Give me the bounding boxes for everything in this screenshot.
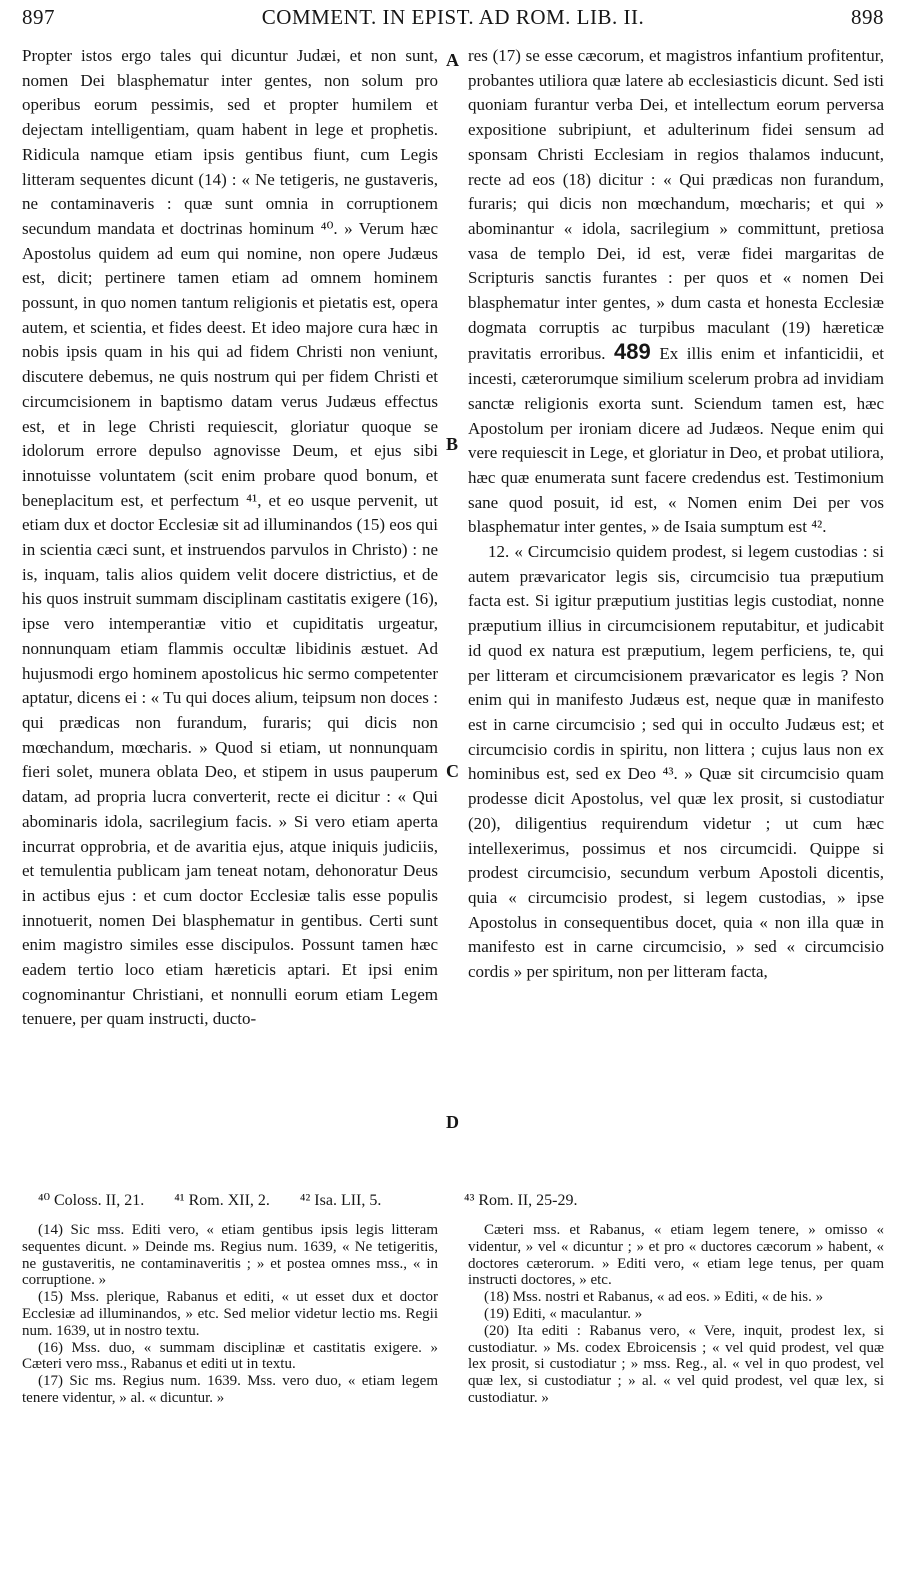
footnotes-right-column xyxy=(468,1222,884,1567)
right-column-text-a: res (17) se esse cæcorum, et magistros infantium profitentur, probantes utiliora quæ latere ab ecclesiasticis dicunt. Sed isti quoniam furantur verba Dei, et intellectum eorum perversa expositione subripiunt, et adulterinum fidei sensum ad sponsam Christi Ecclesiam in regios thalamos inducunt, recte ad eos (18) dicitur : « Qui prædicas non furandum, furaris; qui dicis non mœchandum, mœcharis; et qui » abominantur « idola, sacrilegium » committunt, pretiosa vasa de templo Dei, id est, veræ fidei margaritas de Scripturis sanctis furantes : per quos et « nomen Dei blasphematur inter gentes, » dum casta et honesta Ecclesiæ dogmata corruptis ac turpibus maculant (19) hæreticæ pravitatis erroribus. xyxy=(468,46,884,364)
scripture-references-right xyxy=(464,1187,577,1214)
main-text-right-column xyxy=(468,44,884,1180)
margin-letter-b: B xyxy=(446,434,459,454)
running-title: COMMENT. IN EPIST. AD ROM. LIB. II. xyxy=(261,5,645,29)
column-number-marker: 489 xyxy=(614,339,651,365)
margin-letter-d: D xyxy=(446,1112,459,1132)
footnote-17: (17) Sic ms. Regius num. 1639. Mss. vero duo, « etiam legem tenere videntur, » al. « dicuntur. » xyxy=(22,1373,438,1406)
footnote-17-continued: Cæteri mss. et Rabanus, « etiam legem tenere, » omisso « videntur, » vel « dicuntur ; » et pro « ductores cæcorum » habent, « doctores cæterorum. » Editi vero, « etiam lege tenus, per quam instructi doctores, » etc. xyxy=(468,1222,884,1289)
page-number-left: 897 xyxy=(22,5,55,29)
scripture-ref-41: ⁴¹ Rom. XII, 2. xyxy=(174,1192,270,1209)
scripture-references-left xyxy=(38,1187,407,1214)
right-column-paragraph-2: 12. « Circumcisio quidem prodest, si legem custodias : si autem prævaricator legis sis, circumcisio tua præputium facta est. Si igitur præputium justitias legis custodiat, nonne præputium illius in circumcisionem reputabitur, et judicabit id quod ex natura est præputium, legem perficiens, te, qui per litteram et circumcisionem prævaricator es legis ? Non enim qui in manifesto Judæus est, neque quæ in manifesto est in carne circumcisio ; sed qui in occulto Judæus est; et circumcisio cordis in spiritu, non littera ; cujus laus non ex hominibus est, sed ex Deo ⁴³. » Quæ sit circumcisio quam prodesse dicit Apostolus, vel quæ lex prosit, si custodiatur (20), diligentius requirendum videtur ; ut cum hæc intellexerimus, possimus et nos circumcidi. Quippe si prodest circumcisio, secundum verbum Apostoli dicentis, quia « circumcisio prodest, si legem custodias, » ipse Apostolus in consequentibus docet, quia « non illa quæ in manifesto est in carne circumcisio, » sed « circumcisio cordis » per spiritum, non per litteram facta, xyxy=(468,542,884,982)
scripture-ref-42: ⁴² Isa. LII, 5. xyxy=(299,1192,382,1209)
footnote-19: (19) Editi, « maculantur. » xyxy=(484,1305,643,1322)
scripture-ref-43: ⁴³ Rom. II, 25-29. xyxy=(464,1192,578,1209)
footnote-20: (20) Ita editi : Rabanus vero, « Vere, inquit, prodest lex, si custodiatur. » Ms. codex Ebroicensis ; « vel quid prodest, vel quæ lex prosit, si custodiatur ; » mss. Reg., al. « vel in quo prodest, vel quæ lex, si custodiatur ; » al. « vel quid prodest, vel quæ lex, si custodiatur. » xyxy=(468,1322,884,1406)
footnote-18: (18) Mss. nostri et Rabanus, « ad eos. » Editi, « de his. » xyxy=(484,1289,824,1306)
page-number-right: 898 xyxy=(851,5,884,29)
footnote-14: (14) Sic mss. Editi vero, « etiam gentibus ipsis legis litteram sequentes dicunt. » Deinde ms. Regius num. 1639, « Ne tetigeritis, ne gustaveritis, ne contaminaveritis ; » et postea omnes mss., « in corruptione. » xyxy=(22,1222,438,1289)
footnote-16: (16) Mss. duo, « summam disciplinæ et castitatis exigere. » Cæteri vero mss., Rabanus et editi ut in textu. xyxy=(22,1339,438,1373)
right-column-text-b: Ex illis enim et infanticidii, et incesti, cæterorumque similium scelerum probra ad invidiam sanctæ religionis exorta sunt. Sciendum tamen est, hæc Apostolum per ironiam dicere ad Judæos. Neque enim qui vere requiescit in Lege, et gloriatur in Deo, et probat utiliora, hæc quæ enumerata sunt facere credendus est. Testimonium sane quod posuit, id est, « Nomen enim Dei per vos blasphematur inter gentes, » de Isaia sumptum est ⁴². xyxy=(468,344,884,537)
footnote-15: (15) Mss. plerique, Rabanus et editi, « ut esset dux et doctor Ecclesiæ ad illuminandos, » etc. Sed melior videtur lectio ms. Regii num. 1639, ut in nostro textu. xyxy=(22,1289,438,1339)
footnotes-left-column xyxy=(22,1222,438,1567)
right-column-paragraph-1 xyxy=(468,44,884,540)
margin-letter-a: A xyxy=(446,50,459,70)
left-column-paragraph: Propter istos ergo tales qui dicuntur Judæi, et non sunt, nomen Dei blasphematur inter gentes, non solum pro operibus eorum pessimis, sed et propter humilem et dejectam intelligentiam, quam habent in lege et prophetis. Ridicula namque etiam ipsis gentibus fiunt, cum Legis litteram sequentes dicunt (14) : « Ne tetigeris, ne gustaveris, ne contaminaveris : quæ sunt omnia in corruptionem secundum mandata et doctrinas hominum ⁴⁰. » Verum hæc Apostolus quidem ad eum qui nomine, non opere Judæus est, dicit; pertinere tamen etiam ad omnem hominem possunt, in quo nomen tantum religionis et pietatis est, opera autem, et scientia, et fides deest. Et ideo majore cura hæc in nobis ipsis quam in his qui ad fidem Christi non veniunt, discutere debemus, ne quis nostrum qui per fidem Christi et circumcisionem in baptismo datam verus Judæus effectus est, et in lege Christi requiescit, gloriatur quoque se idolorum errore depulso agnovisse Deum, et ejus sibi innotuisse voluntatem (scit enim probare quod bonum, et beneplacitum est, et perfectum ⁴¹, et eo usque pervenit, ut etiam dux et doctor Ecclesiæ sit ad illuminandos (15) eos qui in scientia cæci sunt, et instruendos parvulos in Christo) : ne is, inquam, talis alios quidem velit docere districtius, et de his quos instruit summam disciplinam castitatis exigere (16), ipse vero intemperantiæ vitio et cupiditatis urgeatur, nonnunquam etiam flammis occultæ libidinis æstuet. Ad hujusmodi ergo hominem apostolicus hic sermo competenter aptatur, dicens ei : « Tu qui doces alium, teipsum non doces : qui prædicas non furandum, furaris; qui dicis non mœchandum, mœcharis. » Quod si etiam, ut nonnunquam fieri solet, munera oblata Deo, et stipem in usus pauperum datam, ad propria lucra converterit, recte ei dicitur : « Qui abominaris idola, sacrilegium facis. » Si vero etiam aperta incurrat opprobria, et de avaritia ejus, atque iniquis judiciis, et temulentia publicam jam teneat notam, dehonoratur Deus in actibus ejus : et cum doctor Ecclesiæ talis esse populis innotuerit, nomen Dei blasphematur in gentibus. Certi sunt enim magistro similes esse discipulos. Possunt tamen hæc eadem tertio loco etiam hæreticis aptari. Et ipsi enim cognominantur Christiani, et nonnulli eorum etiam Legem tenuere, per quam instructi, ducto- xyxy=(22,46,438,1029)
scripture-ref-40: ⁴⁰ Coloss. II, 21. xyxy=(38,1192,145,1209)
margin-letter-c: C xyxy=(446,761,459,781)
main-text-left-column xyxy=(22,44,438,1180)
